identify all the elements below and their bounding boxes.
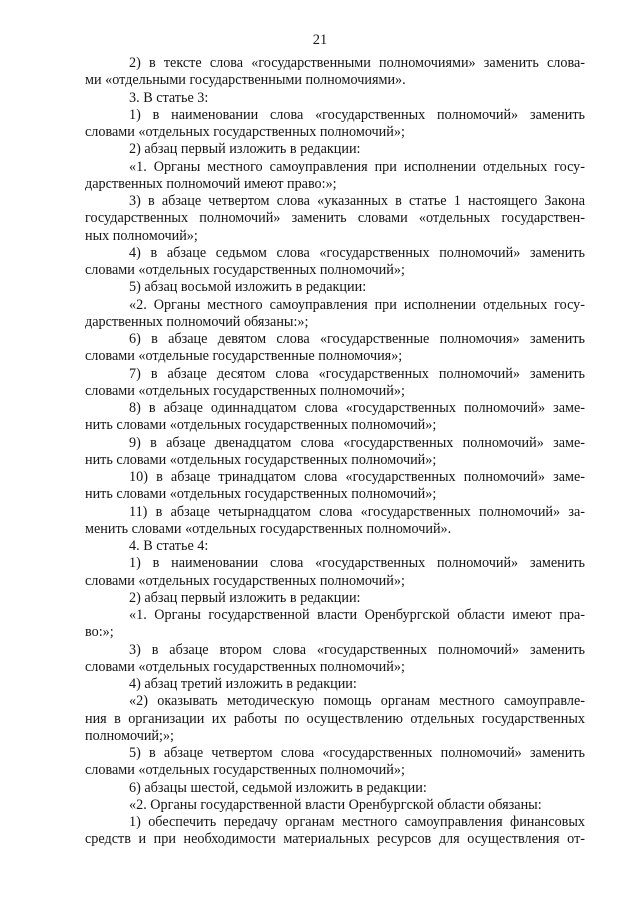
text-line: нить словами «отдельных государственных полномочий»;	[85, 486, 437, 503]
text-line: 4) в абзаце седьмом слова «государственных полномочий» заменить	[129, 244, 585, 261]
text-line: 1) обеспечить передачу органам местного самоуправления финансовых	[129, 814, 585, 830]
text-line: словами «отдельных государственных полномочий»;	[85, 762, 405, 779]
document-body	[85, 55, 585, 849]
text-line: полномочий;»;	[85, 727, 174, 744]
text-line: 11) в абзаце четырнадцатом слова «государственных полномочий» за-	[129, 503, 585, 520]
text-line: 10) в абзаце тринадцатом слова «государственных полномочий» заме-	[129, 469, 585, 485]
text-line: «2. Органы государственной власти Оренбургской области обязаны:	[129, 796, 542, 813]
text-line: 6) в абзаце девятом слова «государственные полномочия» заменить	[129, 331, 585, 347]
text-line: 3) в абзаце четвертом слова «указанных в статье 1 настоящего Закона	[129, 193, 585, 209]
text-line: нить словами «отдельных государственных полномочий»;	[85, 417, 437, 434]
text-line: словами «отдельных государственных полномочий»;	[85, 572, 405, 589]
text-line: 5) в абзаце четвертом слова «государственных полномочий» заменить	[129, 745, 585, 761]
text-line: словами «отдельных государственных полномочий»;	[85, 382, 405, 399]
text-line: 5) абзац восьмой изложить в редакции:	[129, 279, 367, 296]
text-line: словами «отдельные государственные полномочия»;	[85, 348, 403, 365]
text-line: нить словами «отдельных государственных полномочий»;	[85, 451, 437, 468]
text-line: 9) в абзаце двенадцатом слова «государственных полномочий» заме-	[129, 434, 585, 451]
text-line: во:»;	[85, 624, 114, 641]
text-line: 2) абзац первый изложить в редакции:	[129, 589, 361, 606]
text-line: «1. Органы местного самоуправления при исполнении отдельных госу-	[129, 158, 585, 175]
page-number: 21	[312, 32, 328, 48]
text-line: ния в организации их работы по осуществлению отдельных государственных	[85, 710, 585, 727]
text-line: словами «отдельных государственных полномочий»;	[85, 262, 405, 278]
text-line: «1. Органы государственной власти Оренбургской области имеют пра-	[129, 607, 585, 623]
text-line: 8) в абзаце одиннадцатом слова «государственных полномочий» заме-	[129, 400, 585, 416]
text-line: дарственных полномочий обязаны:»;	[85, 313, 309, 330]
text-line: 2) в тексте слова «государственными полномочиями» заменить слова-	[129, 55, 585, 71]
text-line: 7) в абзаце десятом слова «государственных полномочий» заменить	[129, 365, 585, 382]
text-line: 3) в абзаце втором слова «государственных полномочий» заменить	[129, 641, 585, 658]
text-line: дарственных полномочий имеют право:»;	[85, 175, 337, 192]
text-line: «2. Органы местного самоуправления при исполнении отдельных госу-	[129, 296, 585, 313]
text-line: 2) абзац первый изложить в редакции:	[129, 141, 361, 158]
text-line: словами «отдельных государственных полномочий»;	[85, 124, 405, 140]
text-line: 4. В статье 4:	[129, 538, 209, 554]
text-line: 6) абзацы шестой, седьмой изложить в редакции:	[129, 779, 427, 796]
text-line: 4) абзац третий изложить в редакции:	[129, 676, 357, 692]
text-line: 1) в наименовании слова «государственных полномочий» заменить	[129, 106, 585, 123]
text-line: ми «отдельными государственными полномочиями».	[85, 72, 406, 89]
text-line: ных полномочий»;	[85, 227, 198, 244]
text-line: 3. В статье 3:	[129, 89, 209, 106]
text-line: средств и при необходимости материальных ресурсов для осуществления от-	[85, 831, 585, 848]
text-line: 1) в наименовании слова «государственных полномочий» заменить	[129, 555, 585, 572]
text-line: государственных полномочий» заменить словами «отдельных государствен-	[85, 210, 585, 227]
text-line: менить словами «отдельных государственных полномочий».	[85, 520, 452, 537]
text-line: «2) оказывать методическую помощь органам местного самоуправле-	[129, 693, 585, 710]
text-line: словами «отдельных государственных полномочий»;	[85, 658, 405, 675]
